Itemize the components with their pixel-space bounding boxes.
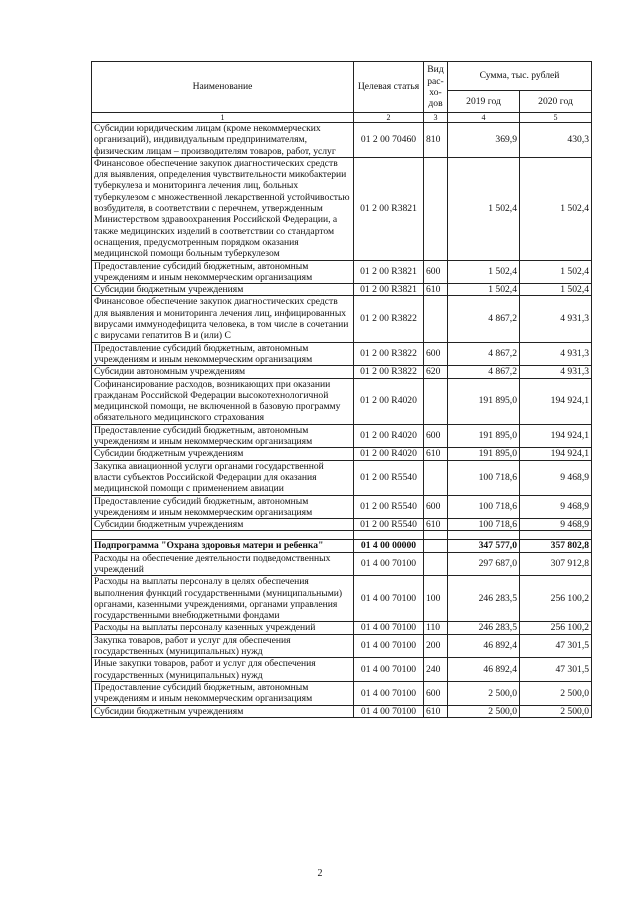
table-row xyxy=(92,519,592,531)
row-sum-2019: 1 502,4 xyxy=(448,157,520,260)
row-target-code: 01 2 00 R4020 xyxy=(354,448,424,460)
row-expense-kind: 600 xyxy=(424,681,448,705)
table-row xyxy=(92,284,592,296)
row-name: Субсидии бюджетным учреждениям xyxy=(92,705,354,717)
row-sum-2019: 100 718,6 xyxy=(448,519,520,531)
row-name: Субсидии бюджетным учреждениям xyxy=(92,519,354,531)
row-expense-kind: 610 xyxy=(424,448,448,460)
row-name: Субсидии бюджетным учреждениям xyxy=(92,284,354,296)
table-row xyxy=(92,123,592,158)
row-sum-2020: 2 500,0 xyxy=(520,705,592,717)
row-sum-2019: 191 895,0 xyxy=(448,448,520,460)
row-sum-2019: 46 892,4 xyxy=(448,658,520,682)
row-expense-kind xyxy=(424,540,448,552)
row-name: Расходы на выплаты персоналу казенных учреждений xyxy=(92,622,354,634)
row-expense-kind: 600 xyxy=(424,342,448,366)
row-sum-2020: 4 931,3 xyxy=(520,366,592,378)
header-target: Целевая статья xyxy=(354,62,424,113)
row-sum-2020: 256 100,2 xyxy=(520,622,592,634)
row-name: Иные закупки товаров, работ и услуг для обеспечения государственных (муниципальных) нужд xyxy=(92,658,354,682)
table-row xyxy=(92,531,592,540)
col-number: 5 xyxy=(520,113,592,123)
row-name: Субсидии автономным учреждениям xyxy=(92,366,354,378)
col-number: 2 xyxy=(354,113,424,123)
row-sum-2019: 2 500,0 xyxy=(448,705,520,717)
table-row xyxy=(92,378,592,424)
row-sum-2020: 256 100,2 xyxy=(520,576,592,622)
row-expense-kind xyxy=(424,552,448,576)
row-expense-kind xyxy=(424,157,448,260)
row-name: Расходы на обеспечение деятельности подведомственных учреждений xyxy=(92,552,354,576)
row-sum-2020: 2 500,0 xyxy=(520,681,592,705)
row-sum-2019: 1 502,4 xyxy=(448,284,520,296)
row-name: Финансовое обеспечение закупок диагностических средств для выявления, определения чувствительности микобактерии туберкулеза и мониторинга лечения лиц, больных туберкулезом с множественной лекарственной устойчивостью возбудителя, в соответствии с перечнем, утвержденным Министерством здравоохранения Российской Федерации, а также медицинских изделий в соответствии со стандартом оснащения, предусмотренным порядком оказания медицинской помощи больным туберкулезом xyxy=(92,157,354,260)
table-row xyxy=(92,658,592,682)
table-row xyxy=(92,622,592,634)
row-sum-2020: 430,3 xyxy=(520,123,592,158)
row-sum-2019: 297 687,0 xyxy=(448,552,520,576)
row-name: Софинансирование расходов, возникающих при оказании гражданам Российской Федерации высокотехнологичной медицинской помощи, не включенной в базовую программу обязательного медицинского страхования xyxy=(92,378,354,424)
col-number: 1 xyxy=(92,113,354,123)
row-sum-2019: 191 895,0 xyxy=(448,424,520,448)
row-sum-2020: 9 468,9 xyxy=(520,519,592,531)
row-sum-2019: 46 892,4 xyxy=(448,634,520,658)
col-number: 3 xyxy=(424,113,448,123)
table-row xyxy=(92,495,592,519)
table-row xyxy=(92,296,592,342)
table-row xyxy=(92,342,592,366)
table-row xyxy=(92,366,592,378)
row-sum-2019: 4 867,2 xyxy=(448,296,520,342)
table-row xyxy=(92,540,592,552)
header-year-2019: 2019 год xyxy=(448,91,520,113)
budget-table xyxy=(91,61,592,718)
row-name: Предоставление субсидий бюджетным, автономным учреждениям и иным некоммерческим организациям xyxy=(92,495,354,519)
row-sum-2019: 246 283,5 xyxy=(448,576,520,622)
row-sum-2019: 2 500,0 xyxy=(448,681,520,705)
table-body xyxy=(92,123,592,718)
table-row xyxy=(92,552,592,576)
row-sum-2020: 9 468,9 xyxy=(520,495,592,519)
row-sum-2020 xyxy=(520,531,592,540)
row-sum-2020: 194 924,1 xyxy=(520,448,592,460)
row-name: Финансовое обеспечение закупок диагностических средств для выявления и мониторинга лечения лиц, инфицированных вирусами иммунодефицита человека, в том числе в сочетании с вирусами гепатитов B и (или) C xyxy=(92,296,354,342)
table-header xyxy=(92,62,592,123)
row-name: Субсидии юридическим лицам (кроме некоммерческих организаций), индивидуальным предпринимателям, физическим лицам – производителям товаров, работ, услуг xyxy=(92,123,354,158)
table-row xyxy=(92,424,592,448)
row-sum-2020: 1 502,4 xyxy=(520,157,592,260)
row-target-code: 01 2 00 R4020 xyxy=(354,378,424,424)
row-target-code: 01 4 00 70100 xyxy=(354,622,424,634)
row-sum-2020: 47 301,5 xyxy=(520,634,592,658)
row-expense-kind: 600 xyxy=(424,424,448,448)
row-sum-2019: 246 283,5 xyxy=(448,622,520,634)
row-target-code: 01 2 00 R5540 xyxy=(354,519,424,531)
row-name: Предоставление субсидий бюджетным, автономным учреждениям и иным некоммерческим организациям xyxy=(92,424,354,448)
row-target-code xyxy=(354,531,424,540)
row-name: Субсидии бюджетным учреждениям xyxy=(92,448,354,460)
header-name: Наименование xyxy=(92,62,354,113)
row-expense-kind: 610 xyxy=(424,519,448,531)
row-target-code: 01 4 00 00000 xyxy=(354,540,424,552)
row-sum-2019 xyxy=(448,531,520,540)
row-target-code: 01 2 00 70460 xyxy=(354,123,424,158)
row-name: Предоставление субсидий бюджетным, автономным учреждениям и иным некоммерческим организациям xyxy=(92,681,354,705)
row-sum-2019: 347 577,0 xyxy=(448,540,520,552)
row-sum-2020: 194 924,1 xyxy=(520,378,592,424)
row-target-code: 01 2 00 R3821 xyxy=(354,284,424,296)
row-sum-2019: 100 718,6 xyxy=(448,495,520,519)
table-row xyxy=(92,634,592,658)
row-expense-kind: 240 xyxy=(424,658,448,682)
header-year-2020: 2020 год xyxy=(520,91,592,113)
table-row xyxy=(92,460,592,495)
row-target-code: 01 2 00 R4020 xyxy=(354,424,424,448)
row-name: Предоставление субсидий бюджетным, автономным учреждениям и иным некоммерческим организациям xyxy=(92,260,354,284)
row-target-code: 01 2 00 R5540 xyxy=(354,495,424,519)
row-sum-2020: 194 924,1 xyxy=(520,424,592,448)
row-sum-2019: 100 718,6 xyxy=(448,460,520,495)
row-expense-kind: 610 xyxy=(424,284,448,296)
row-sum-2019: 4 867,2 xyxy=(448,342,520,366)
row-target-code: 01 4 00 70100 xyxy=(354,634,424,658)
table-row xyxy=(92,448,592,460)
page-number: 2 xyxy=(317,868,323,879)
table-row xyxy=(92,576,592,622)
row-sum-2019: 1 502,4 xyxy=(448,260,520,284)
row-target-code: 01 2 00 R3822 xyxy=(354,296,424,342)
table-row xyxy=(92,705,592,717)
row-expense-kind xyxy=(424,460,448,495)
row-sum-2020: 1 502,4 xyxy=(520,260,592,284)
row-expense-kind: 600 xyxy=(424,495,448,519)
row-expense-kind: 610 xyxy=(424,705,448,717)
row-name: Подпрограмма "Охрана здоровья матери и ребенка" xyxy=(92,540,354,552)
header-kind: Вид рас-хо-дов xyxy=(424,62,448,113)
row-expense-kind: 100 xyxy=(424,576,448,622)
row-target-code: 01 2 00 R3822 xyxy=(354,366,424,378)
table-row xyxy=(92,260,592,284)
row-expense-kind: 620 xyxy=(424,366,448,378)
row-target-code: 01 4 00 70100 xyxy=(354,705,424,717)
row-expense-kind: 600 xyxy=(424,260,448,284)
row-sum-2020: 9 468,9 xyxy=(520,460,592,495)
table-row xyxy=(92,157,592,260)
row-target-code: 01 4 00 70100 xyxy=(354,552,424,576)
row-name xyxy=(92,531,354,540)
row-name: Предоставление субсидий бюджетным, автономным учреждениям и иным некоммерческим организациям xyxy=(92,342,354,366)
row-sum-2020: 47 301,5 xyxy=(520,658,592,682)
header-sum: Сумма, тыс. рублей xyxy=(448,62,592,91)
row-target-code: 01 4 00 70100 xyxy=(354,681,424,705)
table-row xyxy=(92,681,592,705)
row-expense-kind: 810 xyxy=(424,123,448,158)
row-expense-kind xyxy=(424,531,448,540)
row-sum-2020: 4 931,3 xyxy=(520,342,592,366)
row-target-code: 01 2 00 R5540 xyxy=(354,460,424,495)
row-target-code: 01 2 00 R3822 xyxy=(354,342,424,366)
row-sum-2020: 307 912,8 xyxy=(520,552,592,576)
row-name: Закупка товаров, работ и услуг для обеспечения государственных (муниципальных) нужд xyxy=(92,634,354,658)
row-sum-2020: 4 931,3 xyxy=(520,296,592,342)
row-sum-2019: 369,9 xyxy=(448,123,520,158)
row-target-code: 01 2 00 R3821 xyxy=(354,260,424,284)
row-sum-2020: 1 502,4 xyxy=(520,284,592,296)
row-sum-2020: 357 802,8 xyxy=(520,540,592,552)
row-target-code: 01 4 00 70100 xyxy=(354,576,424,622)
row-sum-2019: 4 867,2 xyxy=(448,366,520,378)
row-name: Закупка авиационной услуги органами государственной власти субъектов Российской Федерации для оказания медицинской помощи с применением авиации xyxy=(92,460,354,495)
row-expense-kind xyxy=(424,296,448,342)
row-target-code: 01 2 00 R3821 xyxy=(354,157,424,260)
col-number: 4 xyxy=(448,113,520,123)
row-expense-kind: 110 xyxy=(424,622,448,634)
row-sum-2019: 191 895,0 xyxy=(448,378,520,424)
row-expense-kind xyxy=(424,378,448,424)
row-name: Расходы на выплаты персоналу в целях обеспечения выполнения функций государственными (муниципальными) органами, казенными учреждениями, органами управления государственными внебюджетными фондами xyxy=(92,576,354,622)
row-target-code: 01 4 00 70100 xyxy=(354,658,424,682)
row-expense-kind: 200 xyxy=(424,634,448,658)
